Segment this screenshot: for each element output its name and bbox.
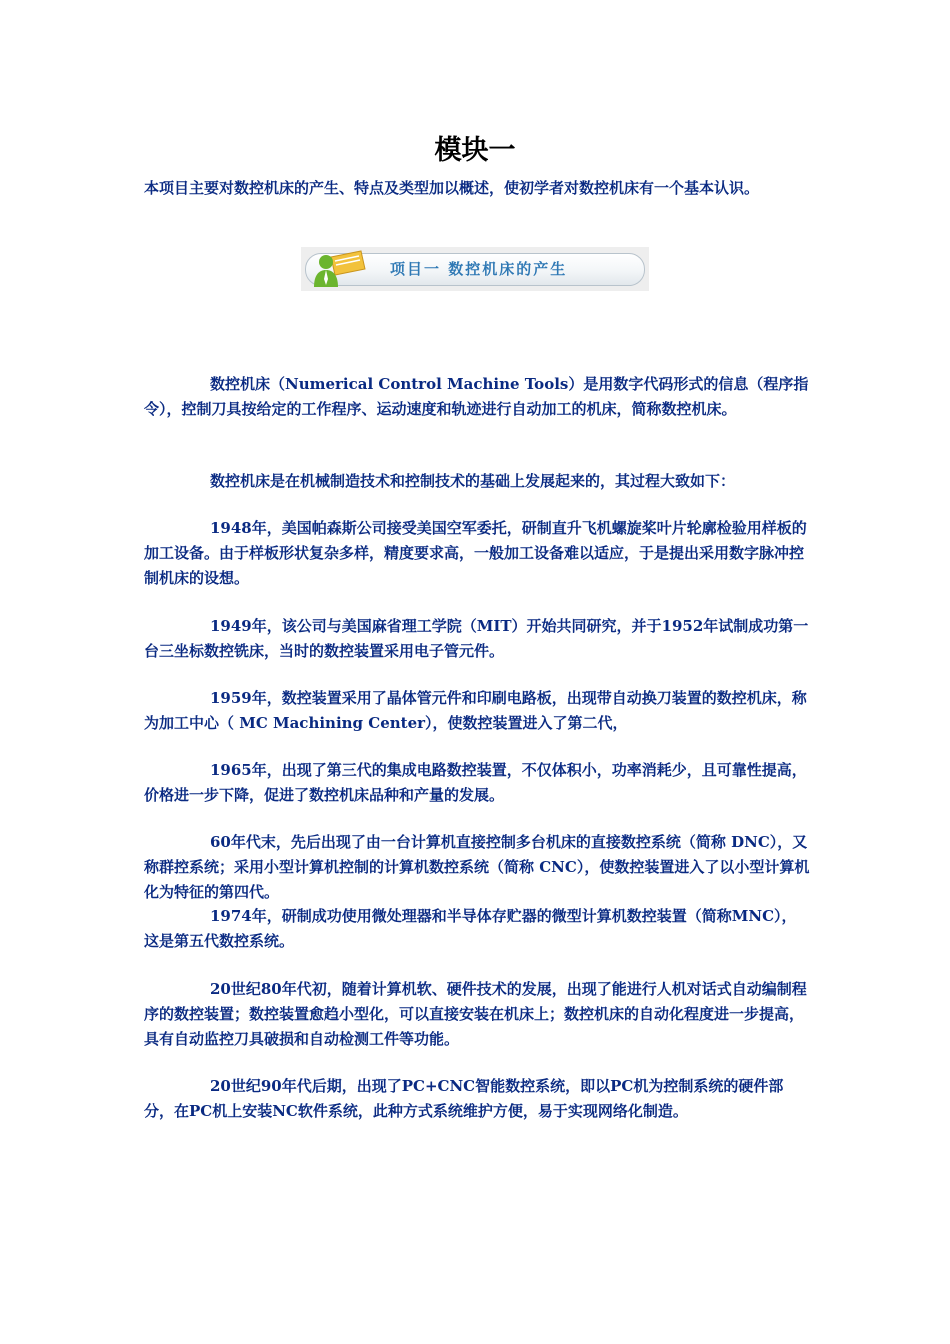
- user-with-paper-icon: [309, 249, 369, 289]
- paragraph: 1965年，出现了第三代的集成电路数控装置，不仅体积小，功率消耗少，且可靠性提高，价格进一步下降，促进了数控机床品种和产量的发展。: [144, 761, 807, 804]
- paragraph: 1959年，数控装置采用了晶体管元件和印刷电路板，出现带自动换刀装置的数控机床，称为加工中心（ MC Machining Center），使数控装置进入了第二代，: [144, 689, 807, 732]
- page-title: 模块一: [434, 135, 516, 166]
- paragraph: 20世纪90年代后期，出现了PC+CNC智能数控系统，即以PC机为控制系统的硬件部分，在PC机上安装NC软件系统，此种方式系统维护方便，易于实现网络化制造。: [144, 1077, 784, 1120]
- paragraph: 1949年，该公司与美国麻省理工学院（MIT）开始共同研究，并于1952年试制成功第一台三坐标数控铣床，当时的数控装置采用电子管元件。: [144, 617, 809, 660]
- paragraph: 1948年，美国帕森斯公司接受美国空军委托，研制直升飞机螺旋桨叶片轮廓检验用样板的加工设备。由于样板形状复杂多样，精度要求高，一般加工设备难以适应，于是提出采用数字脉冲控制机床的设想。: [144, 519, 807, 587]
- project-banner: [301, 247, 649, 291]
- paragraph: 60年代末，先后出现了由一台计算机直接控制多台机床的直接数控系统（简称 DNC），又称群控系统；采用小型计算机控制的计算机数控系统（简称 CNC），使数控装置进入了以小型计算机化为特征的第四代。: [144, 833, 810, 901]
- intro-text: 本项目主要对数控机床的产生、特点及类型加以概述，使初学者对数控机床有一个基本认识。: [144, 179, 760, 197]
- paragraph: 数控机床（Numerical Control Machine Tools）是用数字代码形式的信息（程序指令），控制刀具按给定的工作程序、运动速度和轨迹进行自动加工的机床，简称数控机床。: [144, 375, 809, 418]
- banner-label: 项目一 数控机床的产生: [390, 260, 568, 278]
- paragraph: 1974年，研制成功使用微处理器和半导体存贮器的微型计算机数控装置（简称MNC），这是第五代数控系统。: [144, 907, 797, 950]
- paragraph: 20世纪80年代初，随着计算机软、硬件技术的发展，出现了能进行人机对话式自动编制程序的数控装置；数控装置愈趋小型化，可以直接安装在机床上；数控机床的自动化程度进一步提高，具有自动监控刀具破损和自动检测工件等功能。: [144, 980, 807, 1048]
- paragraph: 数控机床是在机械制造技术和控制技术的基础上发展起来的，其过程大致如下：: [210, 472, 736, 490]
